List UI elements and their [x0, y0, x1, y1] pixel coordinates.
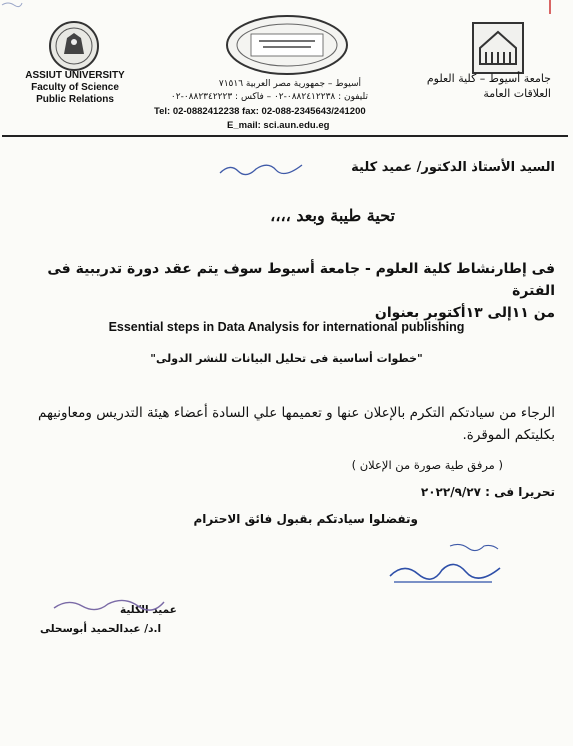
course-title-en: Essential steps in Data Analysis for international publishing [108, 320, 465, 334]
signatory-name: ا.د/ عبدالحميد أبوسحلى [40, 623, 162, 635]
email-line: E_mail: sci.aun.edu.eg [227, 120, 330, 131]
body-paragraph-1 [15, 258, 555, 324]
assiut-university-logo [46, 20, 102, 72]
attachment-note: ( مرفق طية صورة من الإعلان ) [351, 458, 503, 472]
closing-line: وتفضلوا سيادتكم بقبول فائق الاحترام [193, 512, 418, 526]
margin-mark [540, 0, 560, 14]
body-line-2: من ١١إلى ١٣أكتوبر بعنوان [374, 305, 555, 321]
accreditation-seal [225, 14, 349, 76]
pen-mark [0, 0, 24, 8]
header-arabic [401, 71, 551, 101]
address-ar: أسيوط – جمهورية مصر العربية ٧١٥١٦ [218, 79, 361, 89]
handwritten-addressee [216, 155, 306, 181]
signatory-title: عميد الكلية [120, 604, 177, 616]
department-name-en: Public Relations [36, 94, 114, 105]
dean-stamp-signature [48, 592, 168, 616]
handwritten-note [380, 540, 510, 588]
date-label: تحريرا فى : [485, 485, 555, 499]
greeting: تحية طيبة وبعد ،،،، [270, 206, 395, 225]
course-title-ar: "خطوات أساسية فى تحليل البيانات للنشر الدولى" [150, 352, 423, 365]
date-value: ٢٠٢٢/٩/٢٧ [420, 485, 481, 499]
department-name-ar: العلاقات العامة [483, 87, 551, 100]
request-paragraph: الرجاء من سيادتكم التكرم بالإعلان عنها و تعميمها علي السادة أعضاء هيئة التدريس ومعاونيهم بكليتكم الموقرة. [38, 405, 555, 443]
body-line-1: فى إطارنشاط كلية العلوم - جامعة أسيوط سوف يتم عقد دورة تدريبية فى الفترة [47, 261, 555, 299]
faculty-name-en: Faculty of Science [31, 82, 119, 93]
university-name-en: ASSIUT UNIVERSITY [25, 70, 125, 81]
header-divider [2, 135, 568, 137]
salutation: السيد الأستاذ الدكتور/ عميد كلية [351, 160, 555, 175]
phone-en: Tel: 02-0882412238 fax: 02-088-2345643/241200 [154, 106, 366, 117]
phone-ar: تليفون : ٠٨٨٢٤١٢٢٣٨-٠٢ – فاكس : ٠٨٨٢٣٤٢٢٢٣-٠٢ [170, 92, 368, 102]
faculty-of-science-logo [470, 20, 526, 76]
date-line [421, 485, 555, 499]
university-name-ar: جامعة أسيوط – كلية العلوم [426, 72, 551, 85]
